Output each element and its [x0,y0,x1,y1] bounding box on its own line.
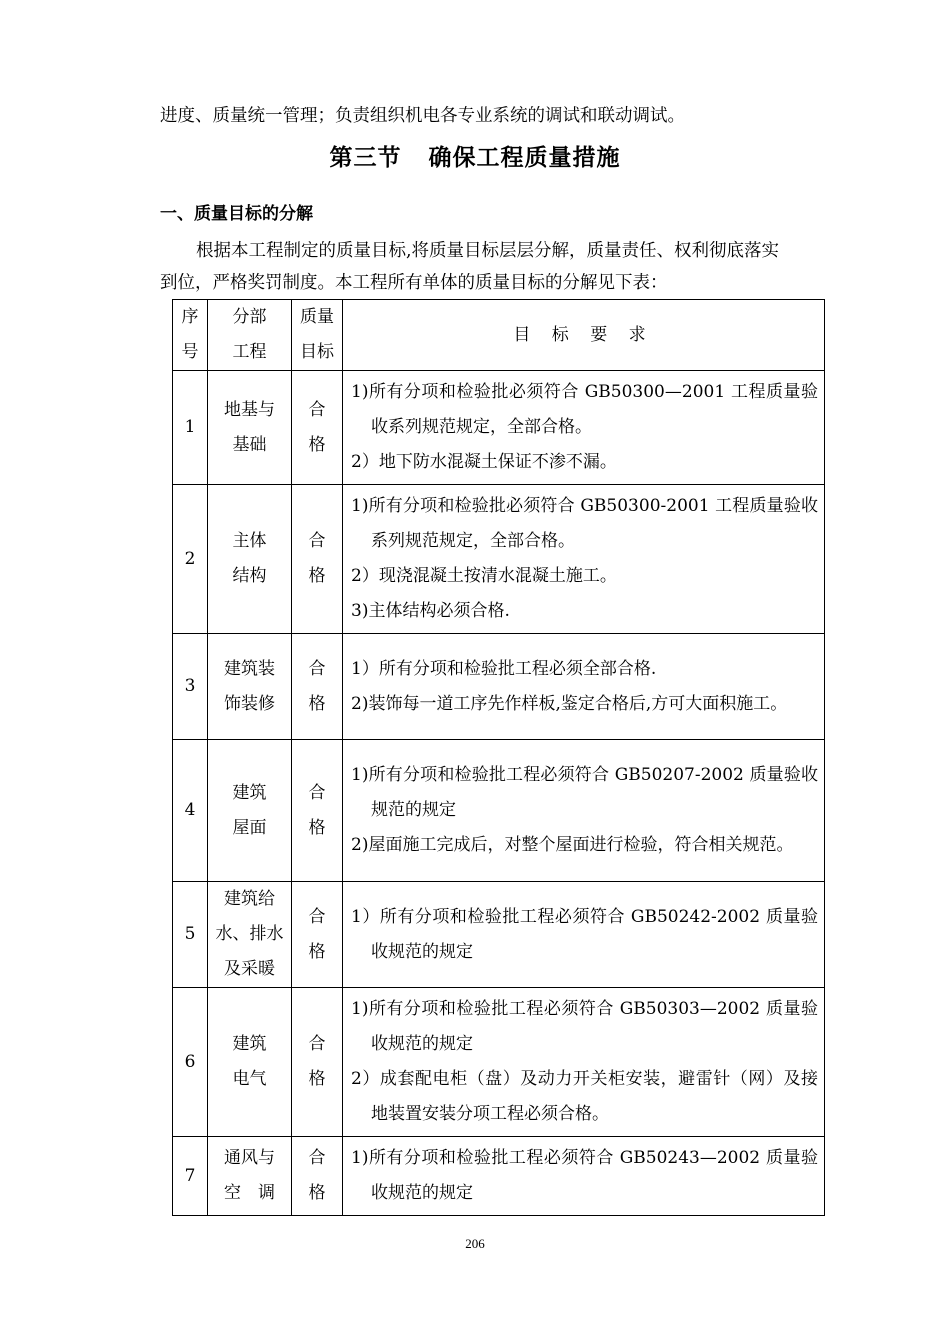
row-target [292,371,343,485]
row-part-line: 水、排水 [215,924,284,944]
row-number: 1 [173,371,208,485]
requirement-item: 1)所有分项和检验批必须符合 GB50300-2001 工程质量验收系列规范规定，全部合格。 [351,496,818,551]
row-target [292,740,343,882]
row-requirements [343,371,825,485]
row-number: 2 [173,485,208,634]
header-part-line: 分部 [232,307,267,327]
requirement-item: 1)所有分项和检验批工程必须符合 GB50243—2002 质量验收规范的规定 [351,1148,818,1203]
row-part [208,988,292,1137]
table-row [173,371,825,485]
row-number: 3 [173,634,208,740]
section-title: 第三节 确保工程质量措施 [329,145,621,171]
row-target [292,1137,343,1216]
requirement-item: 1)所有分项和检验批必须符合 GB50300—2001 工程质量验收系列规范规定，全部合格。 [351,382,818,437]
row-part-line: 建筑 [232,782,267,803]
row-number: 5 [173,882,208,988]
row-number: 6 [173,988,208,1137]
row-part [208,740,292,882]
row-part-line: 主体 [232,531,267,551]
row-number: 7 [173,1137,208,1216]
subsection-heading: 一、质量目标的分解 [160,204,313,224]
row-part-line: 建筑给 [224,889,275,909]
header-target [292,300,343,371]
requirement-item: 1)所有分项和检验批工程必须符合 GB50303—2002 质量验收规范的规定 [351,999,818,1054]
row-part-line: 建筑 [232,1034,267,1054]
intro-tail-text: 进度、质量统一管理；负责组织机电各专业系统的调试和联动调试。 [160,106,685,126]
row-target [292,988,343,1137]
requirement-item: 3)主体结构必须合格. [351,601,510,621]
requirement-item: 2）现浇混凝土按清水混凝土施工。 [351,566,617,586]
row-part-line: 及采暖 [224,959,275,979]
row-target [292,634,343,740]
row-requirements [343,882,825,988]
row-part-line: 电气 [232,1069,267,1089]
page-number: 206 [465,1236,485,1251]
row-target-line: 合 [308,1148,326,1168]
row-target-line: 合 [308,531,326,551]
row-part-line: 结构 [232,566,267,586]
header-target-line: 质量 [300,307,334,327]
paragraph-line-1: 根据本工程制定的质量目标,将质量目标层层分解，质量责任、权利彻底落实 [196,241,780,261]
row-part [208,485,292,634]
row-requirements [343,1137,825,1216]
header-no-line: 号 [181,342,199,362]
requirement-item: 2）地下防水混凝土保证不渗不漏。 [351,452,617,472]
row-target-line: 格 [308,434,326,455]
row-target-line: 格 [308,1183,326,1203]
requirement-item: 1)所有分项和检验批工程必须符合 GB50207-2002 质量验收规范的规定 [351,765,818,820]
header-part [208,300,292,371]
requirement-item: 1）所有分项和检验批工程必须全部合格. [351,658,657,679]
table-row [173,485,825,634]
row-part-line: 空 调 [224,1183,275,1203]
row-target-line: 格 [308,941,326,962]
row-part-line: 地基与 [224,399,275,420]
row-part [208,634,292,740]
row-part-line: 通风与 [224,1148,275,1168]
row-requirements [343,634,825,740]
header-part-line: 工程 [232,342,267,362]
row-target-line: 格 [308,693,326,714]
row-target-line: 格 [308,1069,326,1089]
row-part-line: 饰装修 [224,693,275,714]
row-target-line: 合 [308,399,326,420]
table-row [173,882,825,988]
row-requirements [343,988,825,1137]
row-part [208,371,292,485]
header-no [173,300,208,371]
requirement-item: 2）成套配电柜（盘）及动力开关柜安装，避雷针（网）及接地装置安装分项工程必须合格。 [351,1069,818,1124]
row-requirements [343,740,825,882]
table-row [173,740,825,882]
requirement-item: 2)装饰每一道工序先作样板,鉴定合格后,方可大面积施工。 [351,693,788,714]
row-part-line: 基础 [232,434,267,455]
row-target-line: 格 [308,566,326,586]
header-target-line: 目标 [300,342,334,362]
table-row [173,988,825,1137]
row-target-line: 合 [308,1034,326,1054]
table-row [173,1137,825,1216]
table-header-row [173,300,825,371]
row-target [292,485,343,634]
table-row [173,634,825,740]
row-part-line: 建筑装 [224,658,275,679]
header-requirements: 目 标 要 求 [343,300,825,371]
requirement-item: 2)屋面施工完成后，对整个屋面进行检验，符合相关规范。 [351,835,794,855]
row-target-line: 格 [308,817,326,838]
paragraph-line-2: 到位，严格奖罚制度。本工程所有单体的质量目标的分解见下表： [160,273,668,293]
row-target-line: 合 [308,658,326,679]
row-number: 4 [173,740,208,882]
row-target-line: 合 [308,782,326,803]
header-no-line: 序 [181,307,199,327]
row-part-line: 屋面 [232,817,267,838]
row-target [292,882,343,988]
row-part [208,1137,292,1216]
quality-target-table [172,299,825,1216]
row-target-line: 合 [308,906,326,927]
row-requirements [343,485,825,634]
requirement-item: 1）所有分项和检验批工程必须符合 GB50242-2002 质量验收规范的规定 [351,906,818,962]
row-part [208,882,292,988]
